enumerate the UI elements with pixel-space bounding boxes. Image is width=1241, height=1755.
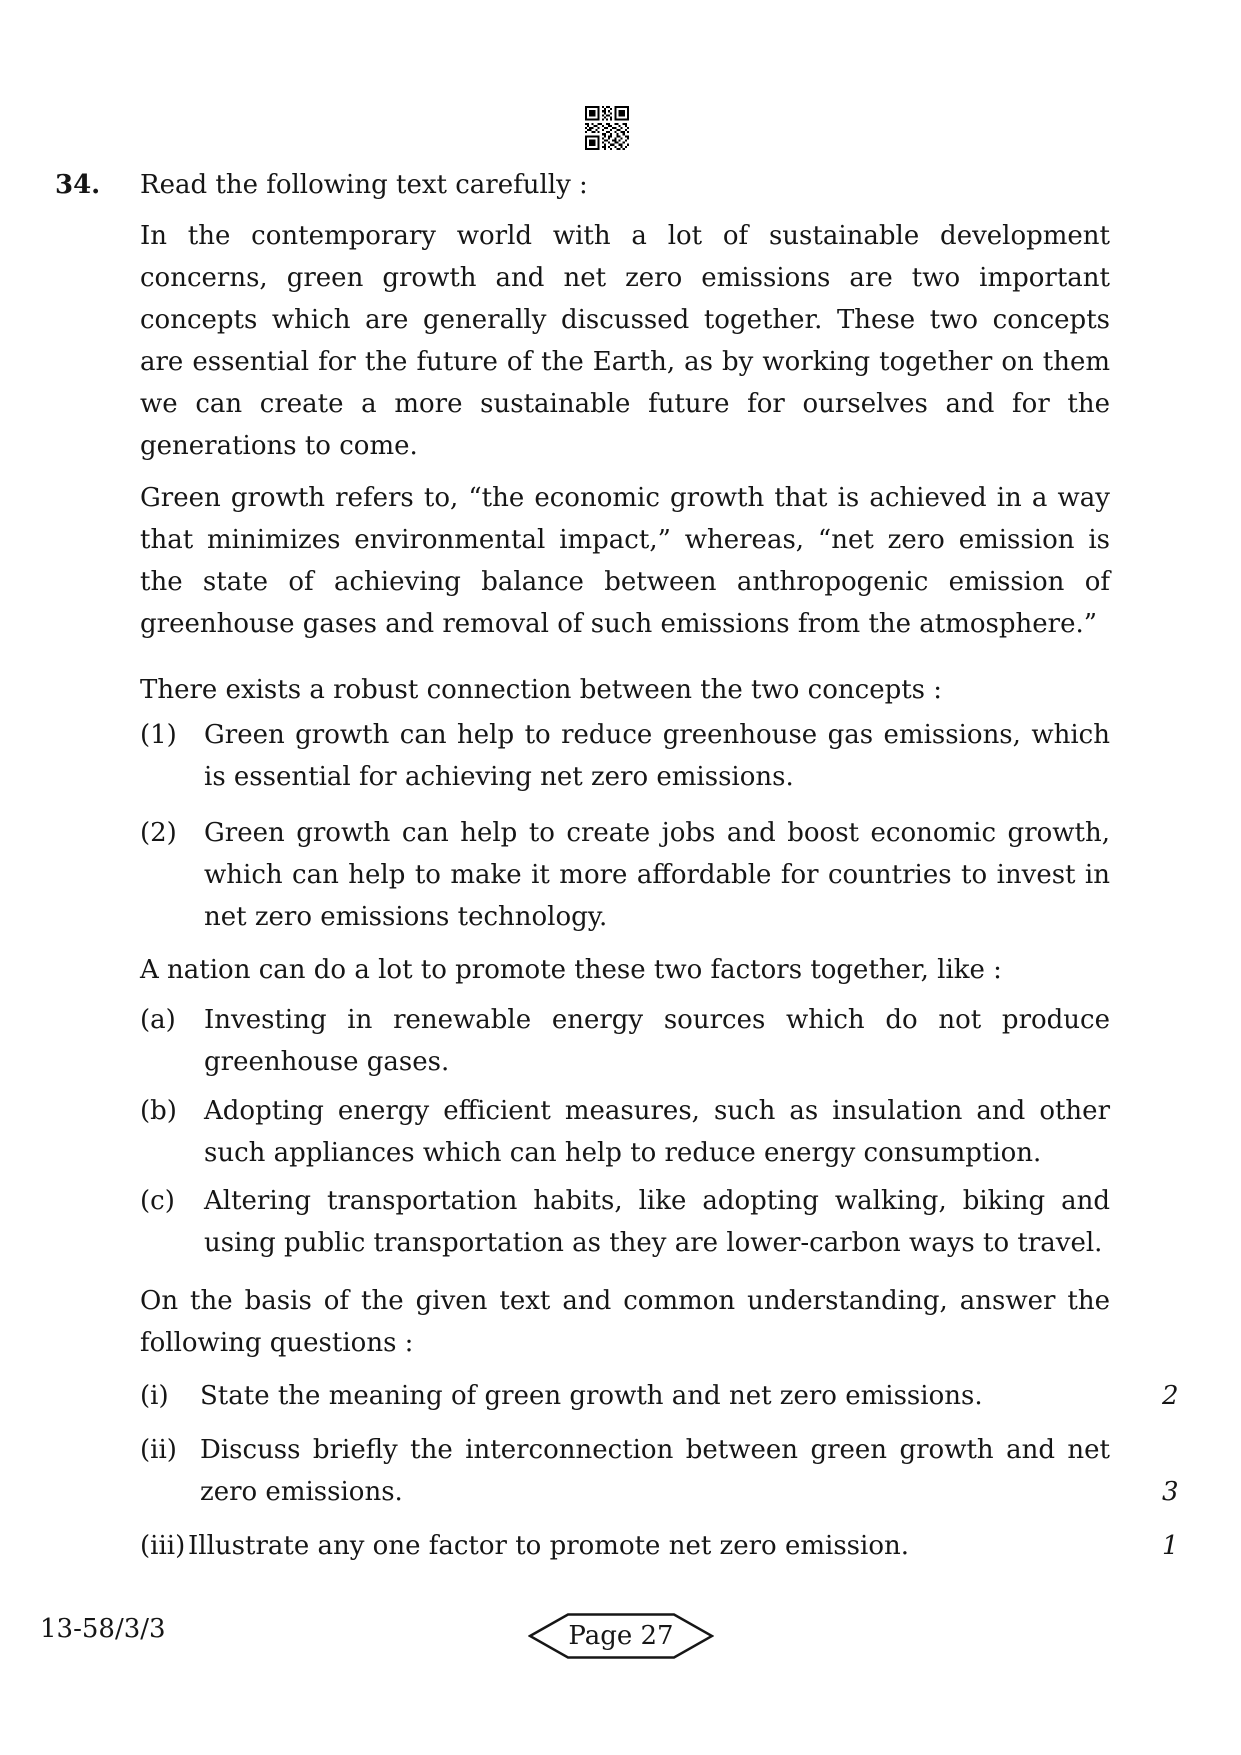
list-item-text: Altering transportation habits, like adopting walking, biking and using public transportation as they are lower-carbon ways to travel. [204, 1186, 1110, 1258]
qr-code-graphic [585, 106, 629, 150]
page-number-label: Page 27 [568, 1621, 674, 1651]
sub-question-i [140, 1375, 1179, 1417]
question-body [140, 164, 1179, 1567]
sub-question-text: Discuss briefly the interconnection between green growth and net zero emissions. [200, 1435, 1110, 1507]
list-item-text: Adopting energy efficient measures, such as insulation and other such appliances which can help to reduce energy consumption. [204, 1096, 1110, 1168]
promotion-intro-line: A nation can do a lot to promote these two factors together, like : [140, 955, 1002, 985]
list-item-label: (a) [140, 1005, 176, 1035]
list-item-label: (1) [140, 720, 177, 750]
sub-question-text: Illustrate any one factor to promote net zero emission. [188, 1531, 909, 1561]
sub-question-text: State the meaning of green growth and net zero emissions. [200, 1381, 983, 1411]
marks-value: 3 [1162, 1477, 1179, 1507]
list-item-text: Investing in renewable energy sources which do not produce greenhouse gases. [204, 1005, 1110, 1077]
question-number: 34. [55, 170, 101, 200]
list-item-text: Green growth can help to create jobs and boost economic growth, which can help to make it more affordable for countries to invest in net zero emissions technology. [204, 818, 1110, 932]
list-item [140, 812, 1110, 938]
question-intro: Read the following text carefully : [140, 170, 588, 200]
paper-code: 13-58/3/3 [40, 1614, 166, 1644]
list-item-label: (2) [140, 818, 177, 848]
passage-paragraph-2: Green growth refers to, “the economic growth that is achieved in a way that minimizes environmental impact,” whereas, “net zero emission is the state of achieving balance between anthropogenic emission of greenhouse gases and removal of such emissions from the atmosphere.” [140, 483, 1110, 639]
sub-question-iii [140, 1525, 1179, 1567]
list-item [140, 714, 1110, 798]
page-number-badge [528, 1612, 714, 1660]
list-item-label: (c) [140, 1186, 175, 1216]
list-item [140, 999, 1110, 1083]
list-item [140, 1090, 1110, 1174]
passage-paragraph-1: In the contemporary world with a lot of sustainable development concerns, green growth and net zero emissions are two important concepts which are generally discussed together. These two concepts are essential for the future of the Earth, as by working together on them we can create a more sustainable future for ourselves and for the generations to come. [140, 221, 1110, 461]
marks-value: 2 [1162, 1381, 1179, 1411]
qr-code-icon [585, 106, 629, 150]
marks-value: 1 [1162, 1531, 1179, 1561]
sub-question-ii [140, 1429, 1179, 1513]
list-item [140, 1180, 1110, 1264]
sub-question-label: (iii) [140, 1531, 186, 1561]
list-item-text: Green growth can help to reduce greenhouse gas emissions, which is essential for achieving net zero emissions. [204, 720, 1110, 792]
list-item-label: (b) [140, 1096, 177, 1126]
connection-intro-line: There exists a robust connection between the two concepts : [140, 675, 943, 705]
sub-question-label: (i) [140, 1381, 169, 1411]
sub-question-label: (ii) [140, 1435, 177, 1465]
closing-intro-line: On the basis of the given text and common understanding, answer the following questions : [140, 1286, 1110, 1358]
